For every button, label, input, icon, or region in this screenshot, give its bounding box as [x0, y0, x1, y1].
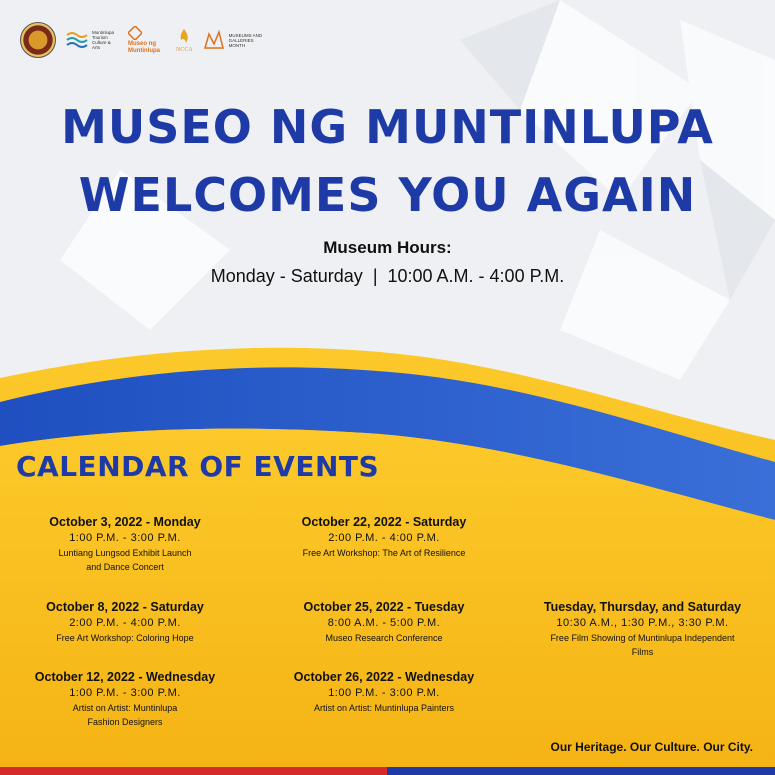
museum-hours-time: 10:00 A.M. - 4:00 P.M.: [387, 266, 565, 286]
event-description-cont: Films: [631, 647, 654, 657]
city-seal-logo: [20, 22, 56, 58]
flame-icon: [177, 28, 191, 46]
event-date: Tuesday, Thursday, and Saturday: [543, 600, 742, 614]
mgm-icon: [203, 30, 225, 50]
city-seal-icon: [20, 22, 56, 58]
bottom-color-strip: [0, 767, 775, 775]
museums-galleries-month-logo: [203, 30, 263, 50]
event-description: Free Art Workshop: The Art of Resilience: [302, 548, 466, 558]
title-line-2: WELCOMES YOU AGAIN: [78, 168, 697, 222]
event-item: [15, 515, 235, 574]
museo-logo-text: Museo ng Muntinlupa: [128, 40, 160, 54]
bottom-strip-blue: [387, 767, 775, 775]
event-date: October 22, 2022 - Saturday: [301, 515, 467, 529]
ncca-logo: [176, 28, 193, 53]
museum-hours-separator: |: [372, 266, 378, 286]
museo-logo: [128, 26, 166, 55]
event-description-cont: Fashion Designers: [87, 717, 163, 727]
event-description: Museo Research Conference: [325, 633, 443, 643]
event-time: 1:00 P.M. - 3:00 P.M.: [69, 532, 181, 544]
event-time: 2:00 P.M. - 4:00 P.M.: [69, 617, 181, 629]
ncca-logo-text: NCCA: [176, 46, 193, 53]
event-date: October 25, 2022 - Tuesday: [303, 600, 465, 614]
event-item: [270, 515, 498, 560]
calendar-heading: CALENDAR OF EVENTS: [16, 450, 380, 483]
event-item: [15, 600, 235, 645]
event-time: 8:00 A.M. - 5:00 P.M.: [327, 617, 441, 629]
event-description: Artist on Artist: Muntinlupa Painters: [313, 703, 455, 713]
bottom-strip-red: [0, 767, 387, 775]
museum-hours-days: Monday - Saturday: [210, 266, 363, 286]
tourism-logo-text: Muntinlupa Tourism Culture & Arts: [92, 30, 115, 50]
event-description: Free Art Workshop: Coloring Hope: [56, 633, 194, 643]
event-item: [520, 600, 765, 659]
event-date: October 8, 2022 - Saturday: [46, 600, 204, 614]
event-time: 1:00 P.M. - 3:00 P.M.: [328, 687, 440, 699]
museum-hours: [0, 266, 775, 287]
waves-icon: [66, 29, 88, 51]
event-description: Luntiang Lungsod Exhibit Launch: [58, 548, 192, 558]
event-description-cont: and Dance Concert: [86, 562, 164, 572]
tourism-logo: [66, 29, 118, 51]
partner-logos: [20, 22, 263, 58]
footer-tagline: Our Heritage. Our Culture. Our City.: [550, 740, 753, 754]
event-time: 2:00 P.M. - 4:00 P.M.: [328, 532, 440, 544]
museum-hours-label: Museum Hours:: [323, 238, 452, 257]
event-description: Free Film Showing of Muntinlupa Independent: [550, 633, 735, 643]
event-date: October 12, 2022 - Wednesday: [34, 670, 216, 684]
event-item: [270, 670, 498, 715]
event-time: 1:00 P.M. - 3:00 P.M.: [69, 687, 181, 699]
event-item: [15, 670, 235, 729]
title-line-1: MUSEO NG MUNTINLUPA: [61, 100, 714, 154]
event-item: [270, 600, 498, 645]
museo-diamond-icon: [128, 26, 142, 40]
event-description: Artist on Artist: Muntinlupa: [72, 703, 178, 713]
event-date: October 26, 2022 - Wednesday: [293, 670, 475, 684]
mgm-logo-text: MUSEUMS AND GALLERIES MONTH: [228, 32, 263, 48]
event-date: October 3, 2022 - Monday: [49, 515, 201, 529]
event-time: 10:30 A.M., 1:30 P.M., 3:30 P.M.: [556, 617, 729, 629]
